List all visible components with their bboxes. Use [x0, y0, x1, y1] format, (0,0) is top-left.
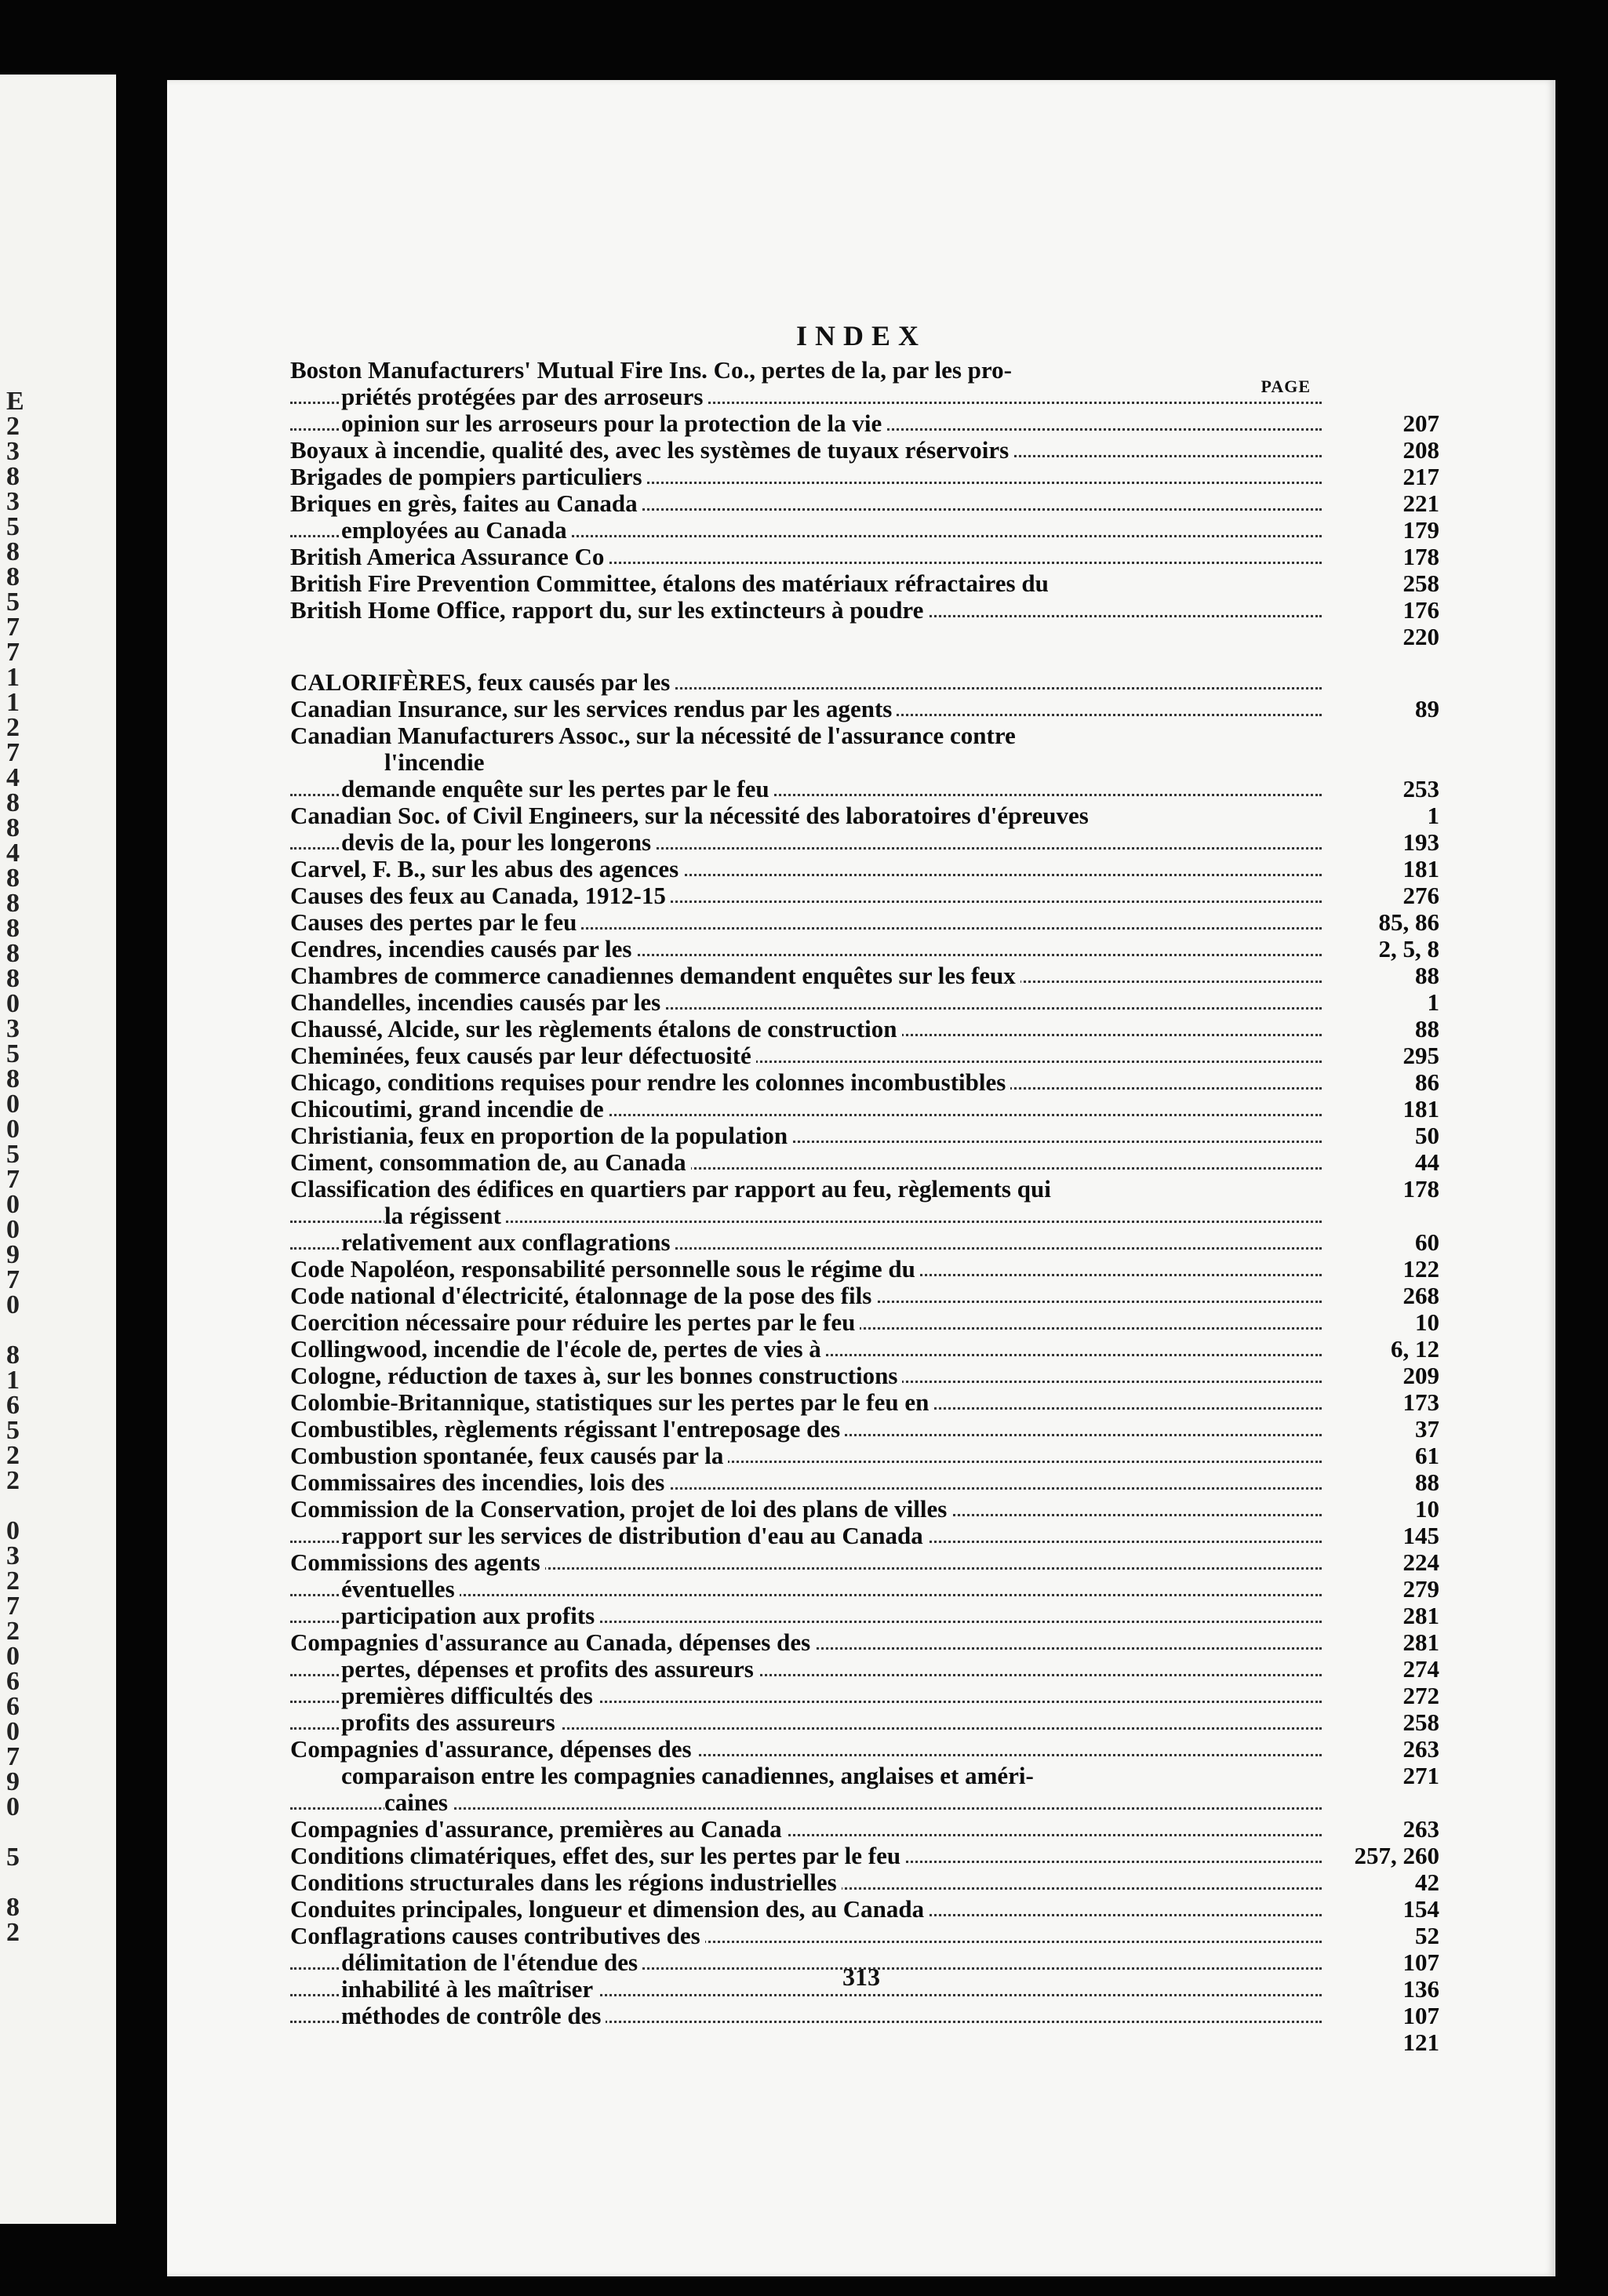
index-entry: [290, 1816, 1439, 1843]
index-entry-text: Chaussé, Alcide, sur les règlements étalons de construction: [290, 1016, 902, 1042]
index-entry-page: 208: [1330, 437, 1439, 464]
previous-page-edge-char: 5: [6, 1417, 20, 1443]
index-entry: [290, 1443, 1439, 1469]
index-entry-text: demande enquête sur les pertes par le feu: [341, 776, 774, 802]
index-entry-text: délimitation de l'étendue des: [341, 1949, 642, 1976]
index-entry-page: 221: [1330, 490, 1439, 517]
index-entry: [290, 1203, 1439, 1229]
index-entry-text: CALORIFÈRES, feux causés par les: [290, 669, 675, 696]
previous-page-edge-char: 3: [6, 489, 20, 514]
index-entry: [290, 909, 1439, 936]
index-entry-text: Conduites principales, longueur et dimension des, au Canada: [290, 1896, 929, 1923]
index-entry-page: 263: [1330, 1736, 1439, 1763]
previous-page-edge-char: 5: [6, 1844, 20, 1869]
index-entry-page: 263: [1330, 1816, 1439, 1843]
index-entry-text: comparaison entre les compagnies canadiennes, anglaises et améri-: [341, 1763, 1039, 1789]
index-entry-text: priétés protégées par des arroseurs: [341, 384, 708, 410]
index-entry-page: 274: [1330, 1656, 1439, 1683]
page-title: INDEX: [795, 320, 926, 351]
index-entry-text: relativement aux conflagrations: [341, 1229, 675, 1256]
index-entry-page: 279: [1330, 1576, 1439, 1603]
index-entry: [290, 464, 1439, 490]
index-entry: [290, 1843, 1439, 1869]
index-entry: [290, 1896, 1439, 1923]
index-entry-text: devis de la, pour les longerons: [341, 829, 656, 856]
previous-page-edge-char: 0: [6, 1719, 20, 1744]
index-entry-text: Code national d'électricité, étalonnage de la pose des fils: [290, 1283, 876, 1309]
index-entry-text: Conditions climatériques, effet des, sur les pertes par le feu: [290, 1843, 905, 1869]
index-entry: [290, 749, 1439, 776]
index-entry-text: Briques en grès, faites au Canada: [290, 490, 642, 517]
index-entry-page: 44: [1330, 1149, 1439, 1176]
index-entry: [290, 1789, 1439, 1816]
previous-page-edge-char: 2: [6, 1919, 20, 1945]
index-entry-page: 271: [1330, 1763, 1439, 1789]
index-entry-page: 42: [1330, 1869, 1439, 1896]
index-entry-text: inhabilité à les maîtriser: [341, 1976, 598, 2003]
index-entry-text: Brigades de pompiers particuliers: [290, 464, 647, 490]
index-entry-page: 88: [1330, 1469, 1439, 1496]
index-entry-page: 85, 86: [1330, 909, 1439, 936]
index-entry-text: British Fire Prevention Committee, étalons des matériaux réfractaires du: [290, 570, 1053, 597]
previous-page-edge-char: 8: [6, 1066, 20, 1091]
index-entry: [290, 1549, 1439, 1576]
index-entry-text: British America Assurance Co: [290, 544, 609, 570]
index-entry-text: Boyaux à incendie, qualité des, avec les systèmes de tuyaux réservoirs: [290, 437, 1013, 464]
index-entry-page: 209: [1330, 1363, 1439, 1389]
index-entry-text: Ciment, consommation de, au Canada: [290, 1149, 691, 1176]
previous-page-edge-char: 2: [6, 1443, 20, 1468]
index-entry: [290, 1763, 1439, 1789]
index-entry: [290, 776, 1439, 802]
previous-page-edge-char: 3: [6, 1543, 20, 1568]
index-entry-text: premières difficultés des: [341, 1683, 598, 1709]
index-entry: [290, 1416, 1439, 1443]
index-entry: [290, 1336, 1439, 1363]
index-entry: [290, 962, 1439, 989]
index-entry-page: 217: [1330, 464, 1439, 490]
index-entries: [290, 357, 1439, 2056]
index-entry: [290, 936, 1439, 962]
previous-page-edge-char: 7: [6, 639, 20, 664]
index-entry: [290, 1229, 1439, 1256]
previous-page-edge-char: 4: [6, 840, 20, 865]
previous-page-edge-char: 8: [6, 539, 20, 564]
index-entry-page: 88: [1330, 962, 1439, 989]
index-entry-page: 121: [1330, 2029, 1439, 2056]
index-entry-text: Code Napoléon, responsabilité personnelle sous le régime du: [290, 1256, 920, 1283]
index-entry: [290, 410, 1439, 437]
previous-page-edge-char: 0: [6, 1643, 20, 1668]
previous-page-edge-char: 6: [6, 1694, 20, 1719]
index-entry: [290, 1123, 1439, 1149]
previous-page-edge-char: 1: [6, 664, 20, 690]
index-entry-page: 6, 12: [1330, 1336, 1439, 1363]
index-entry-text: Compagnies d'assurance au Canada, dépenses des: [290, 1629, 815, 1656]
index-entry-text: opinion sur les arroseurs pour la protection de la vie: [341, 410, 886, 437]
index-entry-text: éventuelles: [341, 1576, 460, 1603]
previous-page-edge-char: 5: [6, 1041, 20, 1066]
index-entry-text: Colombie-Britannique, statistiques sur les pertes par le feu en: [290, 1389, 933, 1416]
index-entry-page: 179: [1330, 517, 1439, 544]
index-entry-page: 37: [1330, 1416, 1439, 1443]
previous-page-edge-char: 5: [6, 514, 20, 539]
previous-page-edge-char: 7: [6, 1744, 20, 1769]
previous-page-edge-char: 8: [6, 464, 20, 489]
index-entry-text: British Home Office, rapport du, sur les extincteurs à poudre: [290, 597, 928, 624]
index-entry-page: 1: [1330, 989, 1439, 1016]
index-entry-text: l'incendie: [384, 749, 489, 776]
previous-page-edge-char: 0: [6, 1192, 20, 1217]
index-page: [167, 80, 1555, 2276]
index-entry: [290, 1069, 1439, 1096]
page-column-label: PAGE: [1261, 377, 1311, 396]
previous-page-edge-char: 9: [6, 1769, 20, 1794]
previous-page-edge-char: 4: [6, 765, 20, 790]
index-entry-page: 253: [1330, 776, 1439, 802]
index-entry-page: 107: [1330, 1949, 1439, 1976]
previous-page-edge-char: 6: [6, 1392, 20, 1417]
index-entry: [290, 437, 1439, 464]
previous-page-edge-char: 0: [6, 1794, 20, 1819]
previous-page-edge-char: 0: [6, 991, 20, 1016]
index-entry: [290, 1923, 1439, 1949]
previous-page-edge-char: 8: [6, 564, 20, 589]
index-entry-text: Conditions structurales dans les régions industrielles: [290, 1869, 842, 1896]
previous-page-edge-char: 8: [6, 815, 20, 840]
index-entry-text: Commission de la Conservation, projet de loi des plans de villes: [290, 1496, 951, 1523]
index-entry-text: Coercition nécessaire pour réduire les pertes par le feu: [290, 1309, 860, 1336]
previous-page-edge-char: 0: [6, 1292, 20, 1317]
index-entry: [290, 1176, 1439, 1203]
previous-page-edge-char: 5: [6, 589, 20, 614]
index-entry: [290, 1656, 1439, 1683]
index-entry-page: 10: [1330, 1496, 1439, 1523]
index-entry-page: 145: [1330, 1523, 1439, 1549]
index-entry: [290, 1469, 1439, 1496]
index-entry-text: Collingwood, incendie de l'école de, pertes de vies à: [290, 1336, 826, 1363]
index-entry-text: Combustion spontanée, feux causés par la: [290, 1443, 728, 1469]
previous-page-edge-char: 8: [6, 790, 20, 815]
index-entry-text: Canadian Soc. of Civil Engineers, sur la nécessité des laboratoires d'épreuves: [290, 802, 1093, 829]
index-entry: [290, 856, 1439, 882]
index-entry-text: Cendres, incendies causés par les: [290, 936, 636, 962]
index-entry-text: pertes, dépenses et profits des assureurs: [341, 1656, 759, 1683]
index-entry: [290, 1363, 1439, 1389]
index-entry: [290, 570, 1439, 597]
previous-page-edge-char: 2: [6, 715, 20, 740]
previous-page-edge-char: 3: [6, 438, 20, 464]
index-entry-page: 258: [1330, 1709, 1439, 1736]
previous-page-edge-char: 2: [6, 413, 20, 438]
index-entry-page: 10: [1330, 1309, 1439, 1336]
index-entry: [290, 624, 1439, 650]
index-entry-page: 268: [1330, 1283, 1439, 1309]
index-entry-text: Classification des édifices en quartiers par rapport au feu, règlements qui: [290, 1176, 1056, 1203]
previous-page-edge-char: 7: [6, 1593, 20, 1618]
previous-page-edge-char: 8: [6, 890, 20, 915]
index-entry-page: 178: [1330, 1176, 1439, 1203]
previous-page-edge-char: [0, 1819, 47, 1844]
index-entry-text: Canadian Manufacturers Assoc., sur la nécessité de l'assurance contre: [290, 722, 1020, 749]
previous-page-edge-char: 3: [6, 1016, 20, 1041]
index-entry: [290, 1629, 1439, 1656]
index-entry-text: Causes des feux au Canada, 1912-15: [290, 882, 671, 909]
index-entry: [290, 1256, 1439, 1283]
index-entry: [290, 1309, 1439, 1336]
index-entry-page: 181: [1330, 856, 1439, 882]
index-entry-page: 207: [1330, 410, 1439, 437]
index-entry: [290, 1869, 1439, 1896]
index-entry: [290, 1603, 1439, 1629]
index-entry: [290, 1496, 1439, 1523]
previous-page-edge: [0, 75, 116, 2224]
index-entry: [290, 544, 1439, 570]
index-entry-text: Carvel, F. B., sur les abus des agences: [290, 856, 683, 882]
index-entry: [290, 882, 1439, 909]
index-entry-text: rapport sur les services de distribution d'eau au Canada: [341, 1523, 928, 1549]
previous-page-edge-char: 7: [6, 1166, 20, 1192]
index-entry-text: participation aux profits: [341, 1603, 599, 1629]
previous-page-edge-char: 0: [6, 1518, 20, 1543]
index-entry-page: 281: [1330, 1629, 1439, 1656]
previous-page-edge-char: 5: [6, 1141, 20, 1166]
previous-page-edge-char: [0, 1317, 47, 1342]
index-entry: [290, 1149, 1439, 1176]
index-entry-text: Boston Manufacturers' Mutual Fire Ins. Co., pertes de la, par les pro-: [290, 357, 1017, 384]
index-entry: [290, 1736, 1439, 1763]
previous-page-edge-char: 8: [6, 1342, 20, 1367]
index-entry: [290, 517, 1439, 544]
index-entry-page: 136: [1330, 1976, 1439, 2003]
index-entry-text: profits des assureurs: [341, 1709, 560, 1736]
index-entry: [290, 490, 1439, 517]
previous-page-edge-char: 8: [6, 865, 20, 890]
index-entry: [290, 1096, 1439, 1123]
previous-page-edge-char: [0, 1869, 47, 1894]
index-entry: [290, 722, 1439, 749]
index-entry-page: 276: [1330, 882, 1439, 909]
index-entry-page: 257, 260: [1330, 1843, 1439, 1869]
index-entry-text: Compagnies d'assurance, dépenses des: [290, 1736, 697, 1763]
index-entry: [290, 1283, 1439, 1309]
index-entry-text: Causes des pertes par le feu: [290, 909, 581, 936]
index-entry-text: caines: [384, 1789, 453, 1816]
index-entry: [290, 1042, 1439, 1069]
previous-page-edge-char: 0: [6, 1091, 20, 1116]
page-number: 313: [842, 1963, 880, 1991]
index-entry: [290, 669, 1439, 696]
previous-page-edge-char: 7: [6, 1267, 20, 1292]
previous-page-edge-char: 2: [6, 1468, 20, 1493]
index-entry-page: 224: [1330, 1549, 1439, 1576]
index-entry-text: Combustibles, règlements régissant l'entreposage des: [290, 1416, 845, 1443]
index-entry: [290, 1709, 1439, 1736]
index-entry-page: 272: [1330, 1683, 1439, 1709]
previous-page-edge-char: 7: [6, 740, 20, 765]
index-entry-page: 89: [1330, 696, 1439, 722]
index-entry-page: 176: [1330, 597, 1439, 624]
previous-page-edge-char: 1: [6, 1367, 20, 1392]
index-entry: [290, 1683, 1439, 1709]
index-entry-page: 220: [1330, 624, 1439, 650]
index-entry-page: 193: [1330, 829, 1439, 856]
previous-page-edge-char: 0: [6, 1116, 20, 1141]
previous-page-edge-char: 0: [6, 1217, 20, 1242]
index-entry-text: Chicago, conditions requises pour rendre les colonnes incombustibles: [290, 1069, 1010, 1096]
previous-page-edge-char: [0, 1493, 47, 1518]
previous-page-edge-char: 8: [6, 966, 20, 991]
index-entry-page: 281: [1330, 1603, 1439, 1629]
index-entry-text: Commissaires des incendies, lois des: [290, 1469, 669, 1496]
index-entry-text: Chambres de commerce canadiennes demandent enquêtes sur les feux: [290, 962, 1020, 989]
index-entry-text: Canadian Insurance, sur les services rendus par les agents: [290, 696, 897, 722]
index-entry: [290, 384, 1439, 410]
index-entry-page: 258: [1330, 570, 1439, 597]
index-entry-text: méthodes de contrôle des: [341, 2003, 606, 2029]
index-entry-text: Conflagrations causes contributives des: [290, 1923, 705, 1949]
index-entry-page: 86: [1330, 1069, 1439, 1096]
index-entry: [290, 696, 1439, 722]
index-entry-page: 295: [1330, 1042, 1439, 1069]
index-entry: [290, 1389, 1439, 1416]
index-entry-page: 2, 5, 8: [1330, 936, 1439, 962]
index-entry-text: Compagnies d'assurance, premières au Canada: [290, 1816, 787, 1843]
index-entry-text: Christiania, feux en proportion de la population: [290, 1123, 792, 1149]
index-entry-page: 107: [1330, 2003, 1439, 2029]
index-entry-text: Cologne, réduction de taxes à, sur les bonnes constructions: [290, 1363, 902, 1389]
index-entry-page: 88: [1330, 1016, 1439, 1042]
index-entry: [290, 2003, 1439, 2029]
index-entry-text: la régissent: [384, 1203, 506, 1229]
index-entry-page: 50: [1330, 1123, 1439, 1149]
index-entry: [290, 1523, 1439, 1549]
previous-page-edge-char: 9: [6, 1242, 20, 1267]
index-entry-page: 181: [1330, 1096, 1439, 1123]
index-entry-page: 178: [1330, 544, 1439, 570]
previous-page-edge-char: E: [6, 388, 24, 413]
index-entry-text: Chandelles, incendies causés par les: [290, 989, 665, 1016]
previous-page-edge-char: 2: [6, 1568, 20, 1593]
previous-page-edge-char: 8: [6, 941, 20, 966]
index-entry-text: employées au Canada: [341, 517, 572, 544]
index-entry-page: 61: [1330, 1443, 1439, 1469]
index-entry-text: Commissions des agents: [290, 1549, 545, 1576]
previous-page-edge-char: 6: [6, 1668, 20, 1694]
index-entry: [290, 357, 1439, 384]
index-entry-page: 173: [1330, 1389, 1439, 1416]
previous-page-edge-char: 7: [6, 614, 20, 639]
index-entry: [290, 597, 1439, 624]
previous-page-edge-char: 1: [6, 690, 20, 715]
previous-page-edge-char: 2: [6, 1618, 20, 1643]
index-entry: [290, 2029, 1439, 2056]
previous-page-edge-char: 8: [6, 1894, 20, 1919]
previous-page-edge-char: 8: [6, 915, 20, 941]
index-entry: [290, 829, 1439, 856]
index-entry: [290, 1016, 1439, 1042]
previous-page-edge-text: [0, 388, 47, 1945]
index-entry-text: Cheminées, feux causés par leur défectuosité: [290, 1042, 756, 1069]
index-entry: [290, 1576, 1439, 1603]
index-entry-page: 154: [1330, 1896, 1439, 1923]
index-entry-page: 1: [1330, 802, 1439, 829]
index-entry-text: Chicoutimi, grand incendie de: [290, 1096, 609, 1123]
index-entry-page: 122: [1330, 1256, 1439, 1283]
index-entry: [290, 989, 1439, 1016]
index-entry-page: 52: [1330, 1923, 1439, 1949]
index-entry: [290, 802, 1439, 829]
index-entry-page: 60: [1330, 1229, 1439, 1256]
